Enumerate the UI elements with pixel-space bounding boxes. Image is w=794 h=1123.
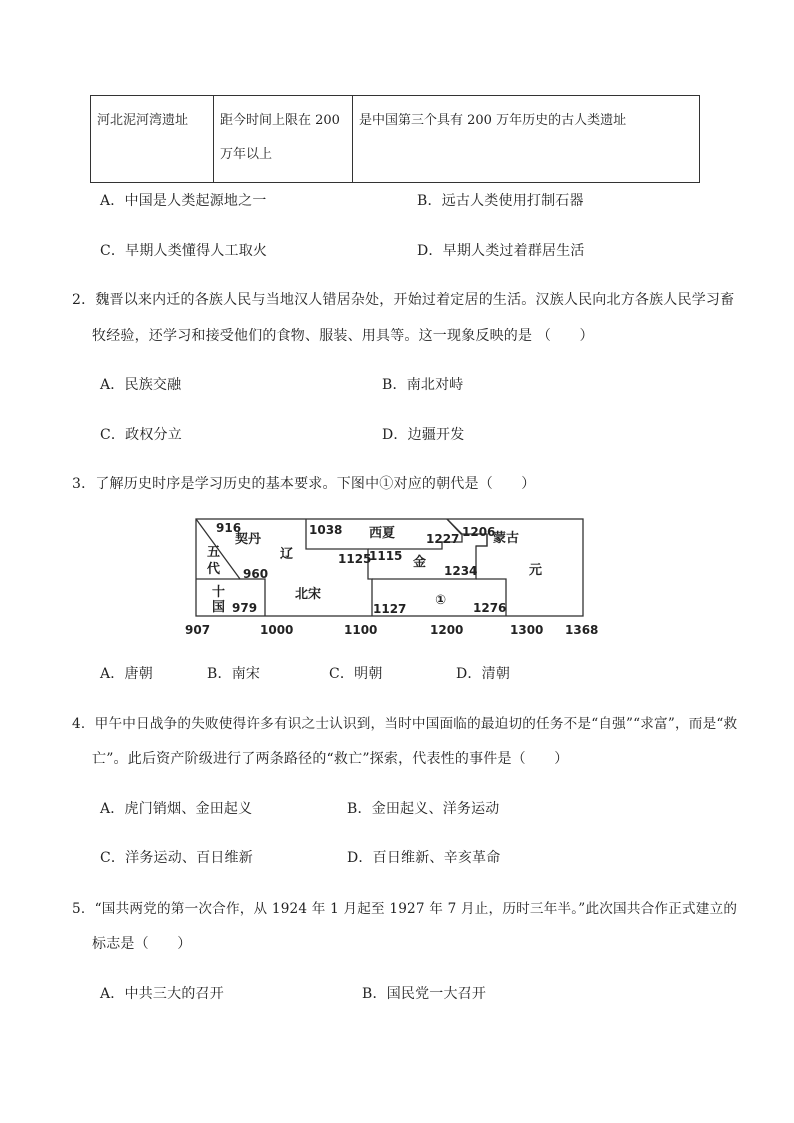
question-number: 4． bbox=[72, 716, 95, 732]
q4-option-b[interactable] bbox=[347, 798, 500, 818]
option-letter: A． bbox=[100, 193, 125, 209]
q3-option-b[interactable] bbox=[207, 663, 260, 683]
label-shiguo-2: 国 bbox=[212, 600, 226, 615]
year-1125: 1125 bbox=[338, 552, 372, 566]
q3-option-c[interactable] bbox=[329, 663, 383, 683]
option-text: 唐朝 bbox=[124, 666, 153, 682]
time-line-2: 万年以上 bbox=[220, 147, 273, 162]
option-letter: A． bbox=[100, 377, 125, 393]
q5-option-b[interactable] bbox=[362, 983, 486, 1003]
question-text: 魏晋以来内迁的各族人民与当地汉人错居杂处，开始过着定居的生活。汉族人民向北方各族人民学习畜 bbox=[95, 292, 735, 308]
option-text: 中共三大的召开 bbox=[124, 986, 224, 1002]
option-letter: B． bbox=[362, 986, 387, 1002]
option-text: 金田起义、洋务运动 bbox=[371, 801, 500, 817]
year-1227: 1227 bbox=[426, 532, 460, 546]
year-979: 979 bbox=[232, 601, 258, 615]
option-letter: C． bbox=[329, 666, 355, 682]
option-text: 中国是人类起源地之一 bbox=[124, 193, 267, 209]
option-text: 明朝 bbox=[354, 666, 383, 682]
question-text: 甲午中日战争的失败使得许多有识之士认识到，当时中国面临的最迫切的任务不是“自强”“求富”，而是“救 bbox=[94, 716, 738, 732]
axis-tick-1000: 1000 bbox=[260, 623, 294, 637]
option-text: 国民党一大召开 bbox=[386, 986, 487, 1002]
q1-option-d[interactable] bbox=[417, 240, 585, 260]
q4-stem-line-2: 亡”。此后资产阶级进行了两条路径的“救亡”探索，代表性的事件是（ ） bbox=[92, 751, 569, 767]
option-text: 早期人类懂得人工取火 bbox=[125, 243, 268, 259]
question-number: 2． bbox=[72, 292, 96, 308]
q4-option-d[interactable] bbox=[347, 847, 500, 867]
q2-option-d[interactable] bbox=[382, 424, 464, 444]
option-letter: C． bbox=[100, 850, 126, 866]
label-menggu: 蒙古 bbox=[493, 531, 520, 546]
site-table bbox=[90, 95, 700, 183]
site-name: 河北泥河湾遗址 bbox=[97, 113, 189, 128]
axis-tick-907: 907 bbox=[185, 623, 211, 637]
q4-option-c[interactable] bbox=[100, 847, 253, 867]
option-text: 南宋 bbox=[231, 666, 261, 682]
q3-option-d[interactable] bbox=[456, 663, 510, 683]
q5-stem-line-1 bbox=[72, 897, 737, 917]
q4-stem-line-1 bbox=[72, 712, 737, 732]
table-cell-time bbox=[214, 96, 353, 183]
q2-stem-line-2: 牧经验，还学习和接受他们的食物、服装、用具等。这一现象反映的是 （ ） bbox=[92, 328, 594, 344]
option-text: 政权分立 bbox=[125, 427, 182, 443]
option-text: 洋务运动、百日维新 bbox=[125, 850, 253, 866]
label-yuan: 元 bbox=[529, 563, 543, 578]
year-1206: 1206 bbox=[462, 525, 496, 539]
option-letter: B． bbox=[347, 801, 372, 817]
year-1234: 1234 bbox=[444, 564, 478, 578]
option-text: 远古人类使用打制石器 bbox=[441, 193, 584, 209]
option-letter: B． bbox=[207, 666, 232, 682]
q5-option-a[interactable] bbox=[100, 983, 224, 1003]
q2-option-c[interactable] bbox=[100, 424, 182, 444]
year-1038: 1038 bbox=[309, 523, 343, 537]
option-letter: D． bbox=[417, 243, 443, 259]
label-xixia: 西夏 bbox=[369, 526, 396, 541]
q3-option-a[interactable] bbox=[100, 663, 153, 683]
q4-option-a[interactable] bbox=[100, 798, 252, 818]
label-wudai-1: 五 bbox=[207, 545, 221, 560]
question-text: 了解历史时序是学习历史的基本要求。下图中①对应的朝代是（ ） bbox=[95, 476, 536, 492]
q1-option-c[interactable] bbox=[100, 240, 267, 260]
question-number: 5． bbox=[72, 901, 95, 917]
q5-stem-line-2: 标志是（ ） bbox=[92, 936, 192, 952]
option-text: 百日维新、辛亥革命 bbox=[372, 850, 501, 866]
year-1276: 1276 bbox=[473, 601, 507, 615]
option-text: 边疆开发 bbox=[407, 427, 465, 443]
option-text: 南北对峙 bbox=[406, 377, 464, 393]
axis-tick-1368: 1368 bbox=[565, 623, 599, 637]
q3-stem bbox=[72, 473, 536, 493]
axis-tick-1100: 1100 bbox=[344, 623, 378, 637]
table-row bbox=[91, 96, 700, 183]
table-cell-site bbox=[91, 96, 214, 183]
option-text: 早期人类过着群居生活 bbox=[442, 243, 585, 259]
option-letter: A． bbox=[100, 801, 125, 817]
q1-option-a[interactable] bbox=[100, 190, 267, 210]
time-line-1: 距今时间上限在 200 bbox=[220, 113, 340, 128]
dynasty-timeline-figure bbox=[180, 512, 610, 642]
label-liao: 辽 bbox=[280, 547, 294, 562]
axis-tick-1200: 1200 bbox=[430, 623, 464, 637]
year-1115: 1115 bbox=[369, 549, 403, 563]
q2-stem-line-1 bbox=[72, 289, 734, 309]
option-letter: C． bbox=[100, 427, 126, 443]
option-letter: B． bbox=[417, 193, 442, 209]
option-letter: B． bbox=[382, 377, 407, 393]
question-number: 3． bbox=[72, 476, 96, 492]
label-shiguo-1: 十 bbox=[212, 585, 226, 600]
option-text: 虎门销烟、金田起义 bbox=[124, 801, 253, 817]
option-letter: A． bbox=[100, 666, 125, 682]
option-letter: D． bbox=[456, 666, 482, 682]
year-960: 960 bbox=[243, 567, 269, 581]
significance-text: 是中国第三个具有 200 万年历史的古人类遗址 bbox=[359, 113, 627, 128]
q2-option-a[interactable] bbox=[100, 374, 181, 394]
option-text: 清朝 bbox=[481, 666, 511, 682]
q1-option-b[interactable] bbox=[417, 190, 584, 210]
axis-tick-1300: 1300 bbox=[510, 623, 544, 637]
year-1127: 1127 bbox=[373, 602, 407, 616]
label-circle-one: ① bbox=[435, 593, 447, 608]
option-text: 民族交融 bbox=[124, 377, 182, 393]
option-letter: A． bbox=[100, 986, 125, 1002]
year-916: 916 bbox=[216, 521, 242, 535]
option-letter: D． bbox=[382, 427, 408, 443]
boundary-song-jin bbox=[368, 567, 372, 616]
question-text: “国共两党的第一次合作，从 1924 年 1 月起至 1927 年 7 月止，历时三年半。”此次国共合作正式建立的 bbox=[94, 901, 738, 917]
q2-option-b[interactable] bbox=[382, 374, 464, 394]
label-wudai-2: 代 bbox=[207, 562, 221, 577]
label-qidan: 契丹 bbox=[235, 532, 262, 547]
label-beisong: 北宋 bbox=[295, 587, 322, 602]
label-jin: 金 bbox=[413, 555, 427, 570]
option-letter: C． bbox=[100, 243, 126, 259]
table-cell-significance bbox=[353, 96, 700, 183]
option-letter: D． bbox=[347, 850, 373, 866]
